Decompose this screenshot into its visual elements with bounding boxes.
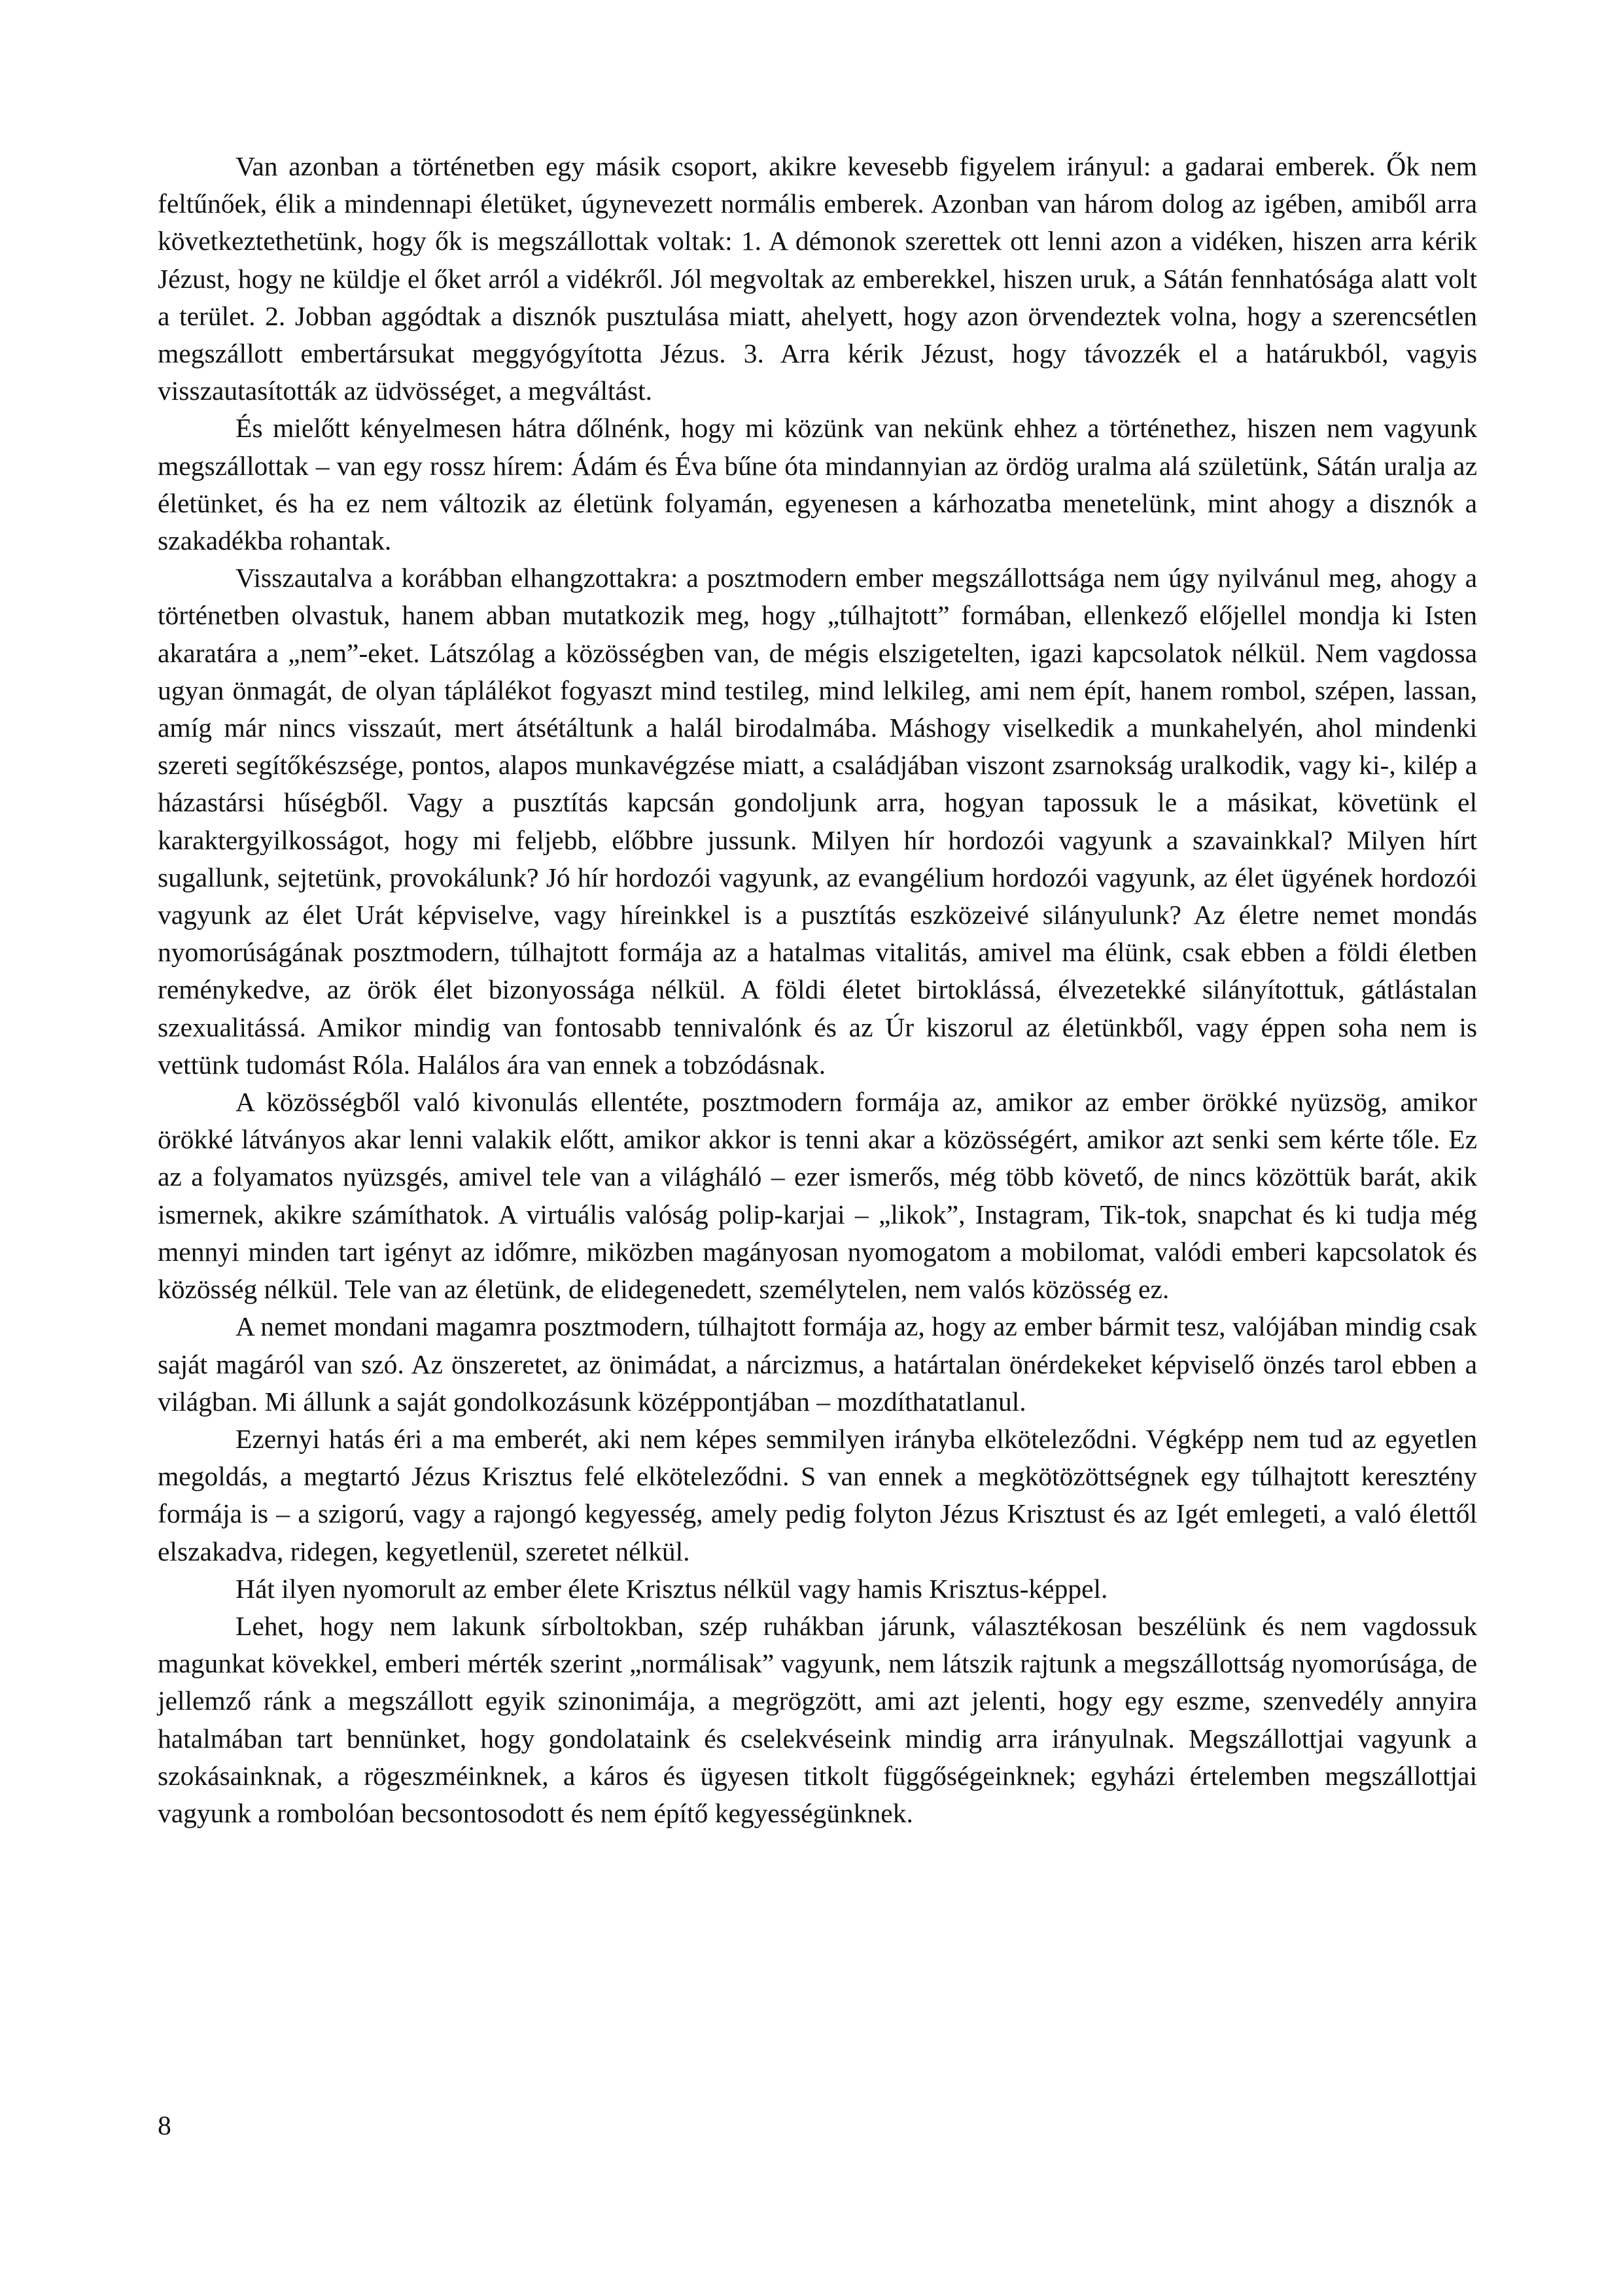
page-number: 8 <box>158 2110 171 2140</box>
paragraph: Ezernyi hatás éri a ma emberét, aki nem képes semmilyen irányba elköteleződni. Végképp nem tud az egyetlen megoldás, a megtartó Jézus Krisztus felé elköteleződni. S van ennek a megkötözöttségnek egy túlhajtott keresztény formája is – a szigorú, vagy a rajongó kegyesség, amely pedig folyton Jézus Krisztust és az Igét emlegeti, a való élettől elszakadva, ridegen, kegyetlenül, szeretet nélkül. <box>158 1423 1477 1566</box>
paragraph: Hát ilyen nyomorult az ember élete Krisztus nélkül vagy hamis Krisztus-képpel. <box>236 1573 1108 1604</box>
page-body <box>158 148 1477 1832</box>
paragraph: A közösségből való kivonulás ellentéte, posztmodern formája az, amikor az ember örökké nyüzsög, amikor örökké látványos akar lenni valakik előtt, amikor akkor is tenni akar a közösségért, amikor azt senki sem kérte tőle. Ez az a folyamatos nyüzsgés, amivel tele van a világháló – ezer ismerős, még több követő, de nincs közöttük barát, akik ismernek, akikre számíthatok. A virtuális valóság polip-karjai – „likok”, Instagram, Tik-tok, snapchat és ki tudja még mennyi minden tart igényt az időmre, miközben magányosan nyomogatom a mobilomat, valódi emberi kapcsolatok és közösség nélkül. Tele van az életünk, de elidegenedett, személytelen, nem valós közösség ez. <box>158 1087 1477 1305</box>
paragraph: És mielőtt kényelmesen hátra dőlnénk, hogy mi közünk van nekünk ehhez a történethez, hiszen nem vagyunk megszállottak – van egy rossz hírem: Ádám és Éva bűne óta mindannyian az ördög uralma alá születünk, Sátán uralja az életünket, és ha ez nem változik az életünk folyamán, egyenesen a kárhozatba menetelünk, mint ahogy a disznók a szakadékba rohantak. <box>158 413 1477 556</box>
paragraph: A nemet mondani magamra posztmodern, túlhajtott formája az, hogy az ember bármit tesz, valójában mindig csak saját magáról van szó. Az önszeretet, az önimádat, a nárcizmus, a határtalan önérdekeket képviselő önzés tarol ebben a világban. Mi állunk a saját gondolkozásunk középpontjában – mozdíthatatlanul. <box>158 1311 1477 1417</box>
paragraph: Van azonban a történetben egy másik csoport, akikre kevesebb figyelem irányul: a gadarai emberek. Ők nem feltűnőek, élik a mindennapi életüket, úgynevezett normális emberek. Azonban van három dolog az igében, amiből arra következtethetünk, hogy ők is megszállottak voltak: 1. A démonok szerettek ott lenni azon a vidéken, hiszen arra kérik Jézust, hogy ne küldje el őket arról a vidékről. Jól megvoltak az emberekkel, hiszen uruk, a Sátán fennhatósága alatt volt a terület. 2. Jobban aggódtak a disznók pusztulása miatt, ahelyett, hogy azon örvendeztek volna, hogy a szerencsétlen megszállott embertársukat meggyógyította Jézus. 3. Arra kérik Jézust, hogy távozzék el a határukból, vagyis visszautasították az üdvösséget, a megváltást. <box>158 151 1477 406</box>
paragraph: Lehet, hogy nem lakunk sírboltokban, szép ruhákban járunk, választékosan beszélünk és nem vagdossuk magunkat kövekkel, emberi mérték szerint „normálisak” vagyunk, nem látszik rajtunk a megszállottság nyomorúsága, de jellemző ránk a megszállott egyik szinonimája, a megrögzött, ami azt jelenti, hogy egy eszme, szenvedély annyira hatalmában tart bennünket, hogy gondolataink és cselekvéseink mindig arra irányulnak. Megszállottjai vagyunk a szokásainknak, a rögeszméinknek, a káros és ügyesen titkolt függőségeinknek; egyházi értelemben megszállottjai vagyunk a rombolóan becsontosodott és nem építő kegyességünknek. <box>158 1610 1477 1828</box>
paragraph: Visszautalva a korábban elhangzottakra: a posztmodern ember megszállottsága nem úgy nyilvánul meg, ahogy a történetben olvastuk, hanem abban mutatkozik meg, hogy „túlhajtott” formában, ellenkező előjellel mondja ki Isten akaratára a „nem”-eket. Látszólag a közösségben van, de mégis elszigetelten, igazi kapcsolatok nélkül. Nem vagdossa ugyan önmagát, de olyan táplálékot fogyaszt mind testileg, mind lelkileg, ami nem épít, hanem rombol, szépen, lassan, amíg már nincs visszaút, mert átsétáltunk a halál birodalmába. Máshogy viselkedik a munkahelyén, ahol mindenki szereti segítőkészsége, pontos, alapos munkavégzése miatt, a családjában viszont zsarnokság uralkodik, vagy ki-, kilép a házastársi hűségből. Vagy a pusztítás kapcsán gondoljunk arra, hogyan tapossuk le a másikat, követünk el karaktergyilkosságot, hogy mi feljebb, előbbre jussunk. Milyen hír hordozói vagyunk a szavainkkal? Milyen hírt sugallunk, sejtetünk, provokálunk? Jó hír hordozói vagyunk, az evangélium hordozói vagyunk, az élet ügyének hordozói vagyunk az élet Urát képviselve, vagy híreinkkel is a pusztítás eszközeivé silányulunk? Az életre nemet mondás nyomorúságának posztmodern, túlhajtott formája az a hatalmas vitalitás, amivel ma élünk, csak ebben a földi életben reménykedve, az örök élet bizonyossága nélkül. A földi életet birtoklássá, élvezetekké silányítottuk, gátlástalan szexualitássá. Amikor mindig van fontosabb tennivalónk és az Úr kiszorul az életünkből, vagy éppen soha nem is vettünk tudomást Róla. Halálos ára van ennek a tobzódásnak. <box>158 563 1477 1080</box>
